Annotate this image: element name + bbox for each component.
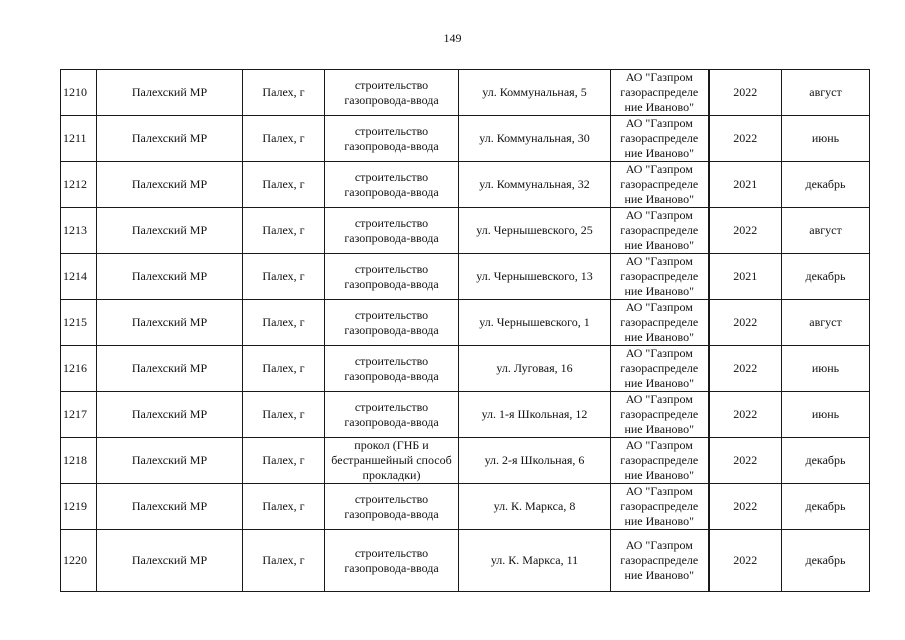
organization-cell: АО "Газпром газораспределе ние Иваново" — [611, 530, 709, 592]
table-row — [61, 346, 870, 392]
district-cell: Палехский МР — [97, 346, 243, 392]
district-cell: Палехский МР — [97, 438, 243, 484]
work-type-cell: строительство газопровода-ввода — [325, 392, 459, 438]
row-number-cell: 1211 — [61, 116, 97, 162]
gas-connection-table — [60, 69, 870, 592]
settlement-cell: Палех, г — [243, 346, 325, 392]
work-type-cell: строительство газопровода-ввода — [325, 254, 459, 300]
table-row — [61, 300, 870, 346]
month-cell: август — [782, 300, 870, 346]
settlement-cell: Палех, г — [243, 116, 325, 162]
address-cell: ул. Коммунальная, 32 — [459, 162, 611, 208]
work-type-cell: строительство газопровода-ввода — [325, 346, 459, 392]
month-cell: декабрь — [782, 530, 870, 592]
organization-cell: АО "Газпром газораспределе ние Иваново" — [611, 116, 709, 162]
district-cell: Палехский МР — [97, 254, 243, 300]
row-number-cell: 1220 — [61, 530, 97, 592]
address-cell: ул. Коммунальная, 5 — [459, 70, 611, 116]
month-cell: декабрь — [782, 484, 870, 530]
organization-cell: АО "Газпром газораспределе ние Иваново" — [611, 208, 709, 254]
address-cell: ул. 1-я Школьная, 12 — [459, 392, 611, 438]
page-number: 149 — [443, 31, 462, 45]
year-cell: 2021 — [709, 162, 782, 208]
row-number-cell: 1212 — [61, 162, 97, 208]
organization-cell: АО "Газпром газораспределе ние Иваново" — [611, 438, 709, 484]
year-cell: 2022 — [709, 530, 782, 592]
row-number-cell: 1219 — [61, 484, 97, 530]
settlement-cell: Палех, г — [243, 300, 325, 346]
work-type-cell: строительство газопровода-ввода — [325, 300, 459, 346]
address-cell: ул. Коммунальная, 30 — [459, 116, 611, 162]
year-cell: 2022 — [709, 392, 782, 438]
settlement-cell: Палех, г — [243, 392, 325, 438]
address-cell: ул. Луговая, 16 — [459, 346, 611, 392]
month-cell: декабрь — [782, 162, 870, 208]
year-cell: 2022 — [709, 208, 782, 254]
district-cell: Палехский МР — [97, 300, 243, 346]
district-cell: Палехский МР — [97, 530, 243, 592]
organization-cell: АО "Газпром газораспределе ние Иваново" — [611, 484, 709, 530]
year-cell: 2022 — [709, 300, 782, 346]
table-row — [61, 484, 870, 530]
year-cell: 2022 — [709, 116, 782, 162]
year-cell: 2022 — [709, 438, 782, 484]
month-cell: декабрь — [782, 254, 870, 300]
work-type-cell: строительство газопровода-ввода — [325, 70, 459, 116]
row-number-cell: 1218 — [61, 438, 97, 484]
work-type-cell: строительство газопровода-ввода — [325, 162, 459, 208]
table-row — [61, 208, 870, 254]
organization-cell: АО "Газпром газораспределе ние Иваново" — [611, 346, 709, 392]
month-cell: июнь — [782, 346, 870, 392]
settlement-cell: Палех, г — [243, 254, 325, 300]
address-cell: ул. Чернышевского, 1 — [459, 300, 611, 346]
year-cell: 2022 — [709, 70, 782, 116]
address-cell: ул. К. Маркса, 11 — [459, 530, 611, 592]
address-cell: ул. 2-я Школьная, 6 — [459, 438, 611, 484]
work-type-cell: строительство газопровода-ввода — [325, 530, 459, 592]
address-cell: ул. К. Маркса, 8 — [459, 484, 611, 530]
month-cell: август — [782, 70, 870, 116]
settlement-cell: Палех, г — [243, 484, 325, 530]
organization-cell: АО "Газпром газораспределе ние Иваново" — [611, 300, 709, 346]
address-cell: ул. Чернышевского, 13 — [459, 254, 611, 300]
month-cell: август — [782, 208, 870, 254]
row-number-cell: 1210 — [61, 70, 97, 116]
district-cell: Палехский МР — [97, 392, 243, 438]
month-cell: июнь — [782, 116, 870, 162]
organization-cell: АО "Газпром газораспределе ние Иваново" — [611, 162, 709, 208]
work-type-cell: строительство газопровода-ввода — [325, 116, 459, 162]
year-cell: 2022 — [709, 346, 782, 392]
table-row — [61, 530, 870, 592]
district-cell: Палехский МР — [97, 162, 243, 208]
organization-cell: АО "Газпром газораспределе ние Иваново" — [611, 70, 709, 116]
table-row — [61, 116, 870, 162]
work-type-cell: строительство газопровода-ввода — [325, 208, 459, 254]
table-row — [61, 438, 870, 484]
district-cell: Палехский МР — [97, 70, 243, 116]
settlement-cell: Палех, г — [243, 162, 325, 208]
table-row — [61, 162, 870, 208]
work-type-cell: прокол (ГНБ и бестраншейный способ прокладки) — [325, 438, 459, 484]
settlement-cell: Палех, г — [243, 70, 325, 116]
row-number-cell: 1215 — [61, 300, 97, 346]
row-number-cell: 1214 — [61, 254, 97, 300]
table-row — [61, 392, 870, 438]
district-cell: Палехский МР — [97, 116, 243, 162]
work-type-cell: строительство газопровода-ввода — [325, 484, 459, 530]
district-cell: Палехский МР — [97, 208, 243, 254]
row-number-cell: 1216 — [61, 346, 97, 392]
table-row — [61, 70, 870, 116]
year-cell: 2022 — [709, 484, 782, 530]
row-number-cell: 1217 — [61, 392, 97, 438]
district-cell: Палехский МР — [97, 484, 243, 530]
table-row — [61, 254, 870, 300]
table-body — [61, 70, 870, 592]
year-cell: 2021 — [709, 254, 782, 300]
organization-cell: АО "Газпром газораспределе ние Иваново" — [611, 254, 709, 300]
organization-cell: АО "Газпром газораспределе ние Иваново" — [611, 392, 709, 438]
settlement-cell: Палех, г — [243, 438, 325, 484]
settlement-cell: Палех, г — [243, 530, 325, 592]
month-cell: декабрь — [782, 438, 870, 484]
row-number-cell: 1213 — [61, 208, 97, 254]
settlement-cell: Палех, г — [243, 208, 325, 254]
address-cell: ул. Чернышевского, 25 — [459, 208, 611, 254]
month-cell: июнь — [782, 392, 870, 438]
